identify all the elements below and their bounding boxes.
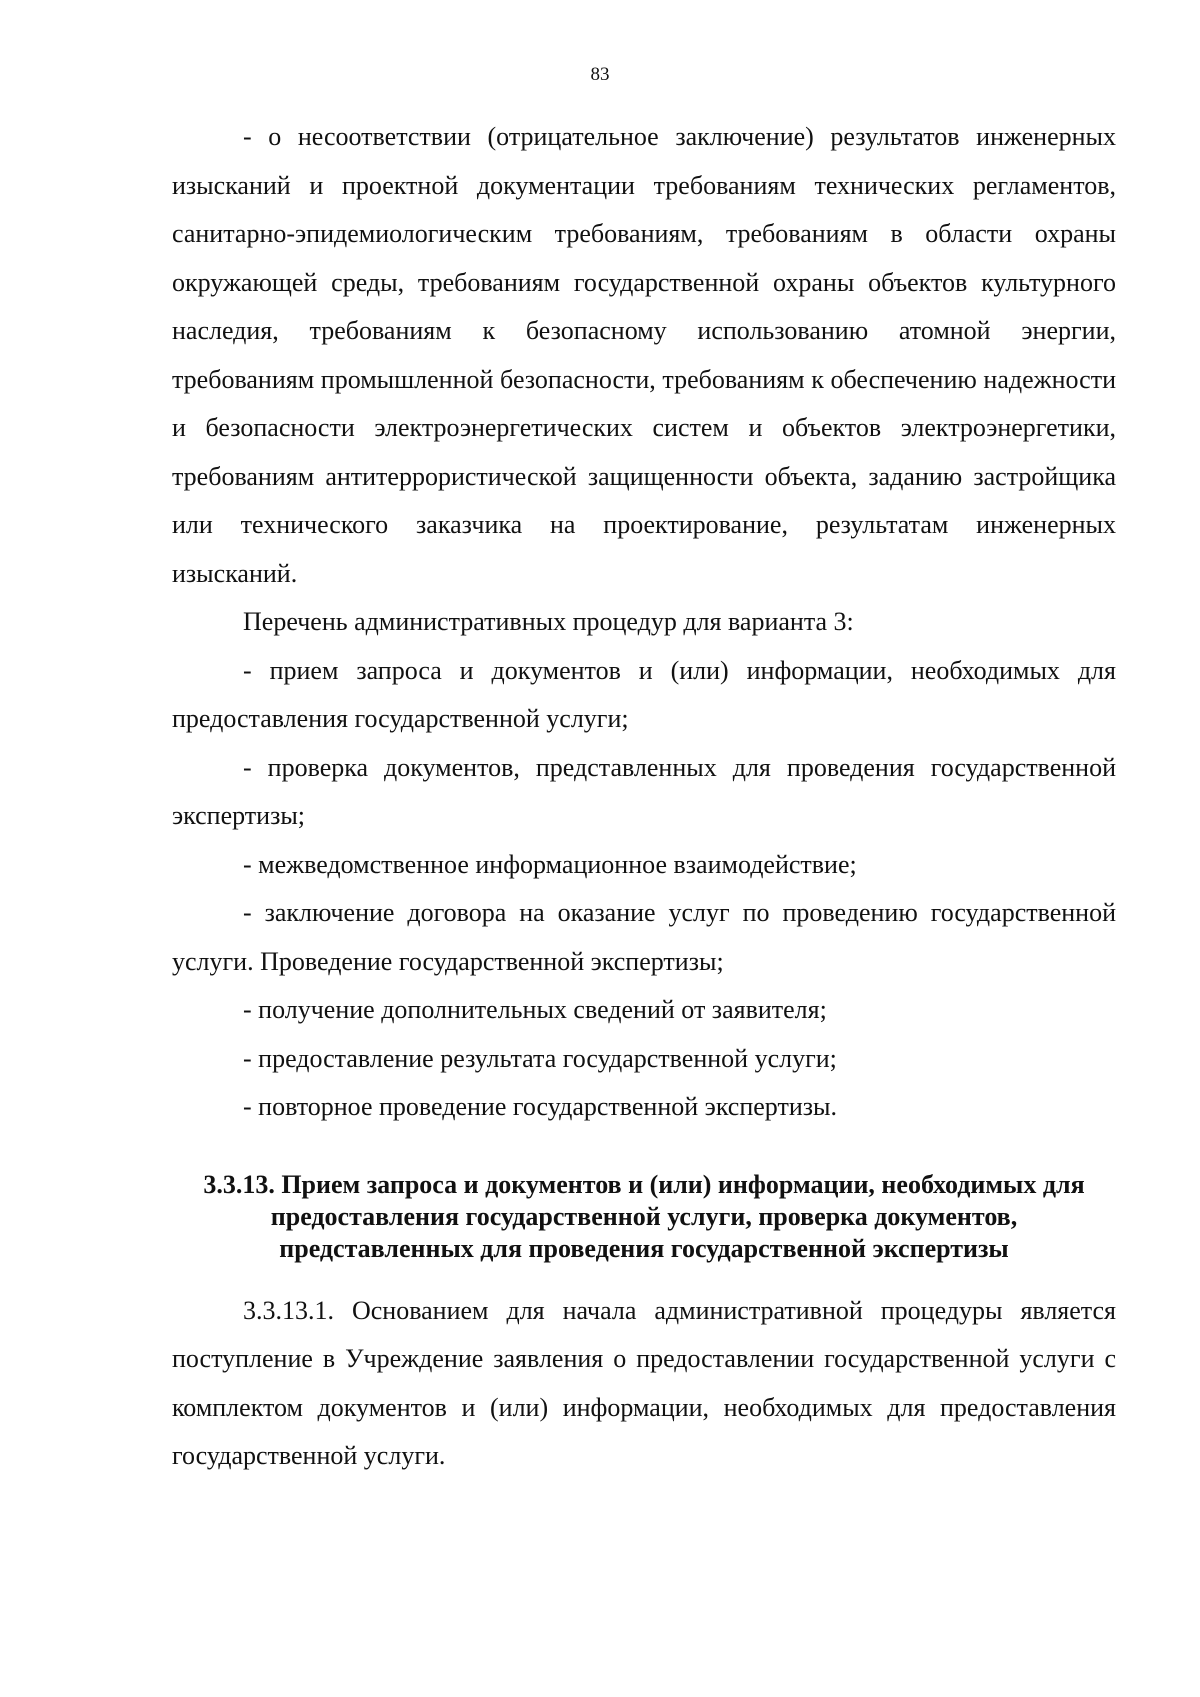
list-item: - заключение договора на оказание услуг по проведению государственной услуги. Проведение государственной экспертизы; xyxy=(172,898,1116,976)
page-number: 83 xyxy=(590,64,610,85)
paragraph-negative-conclusion: - о несоответствии (отрицательное заключение) результатов инженерных изысканий и проектной документации требованиям технических регламентов, санитарно-эпидемиологическим требованиям, требованиям в области охраны окружающей среды, требованиям государственной охраны объектов культурного наследия, требованиям к безопасному использованию атомной энергии, требованиям промышленной безопасности, требованиям к обеспечению надежности и безопасности электроэнергетических систем и объектов электроэнергетики, требованиям антитеррористической защищенности объекта, заданию застройщика или технического заказчика на проектирование, результатам инженерных изысканий. xyxy=(172,122,1116,588)
list-item: - предоставление результата государственной услуги; xyxy=(243,1043,837,1073)
section-heading: 3.3.13. Прием запроса и документов и (или) информации, необходимых для предоставления государственной услуги, проверка документов, представленных для проведения государственной экспертизы xyxy=(203,1169,1085,1263)
list-item: - повторное проведение государственной экспертизы. xyxy=(243,1092,837,1121)
paragraph-section-body: 3.3.13.1. Основанием для начала административной процедуры является поступление в Учреждение заявления о предоставлении государственной услуги с комплектом документов и (или) информации, необходимых для предоставления государственной услуги. xyxy=(172,1295,1116,1470)
paragraph-procedure-list-intro: Перечень административных процедур для варианта 3: xyxy=(243,607,854,636)
document-body xyxy=(172,113,1116,1481)
list-item: - прием запроса и документов и (или) информации, необходимых для предоставления государственной услуги; xyxy=(172,655,1116,733)
list-item: - получение дополнительных сведений от заявителя; xyxy=(243,995,827,1024)
list-item: - проверка документов, представленных для проведения государственной экспертизы; xyxy=(172,752,1116,830)
list-item: - межведомственное информационное взаимодействие; xyxy=(243,849,857,879)
